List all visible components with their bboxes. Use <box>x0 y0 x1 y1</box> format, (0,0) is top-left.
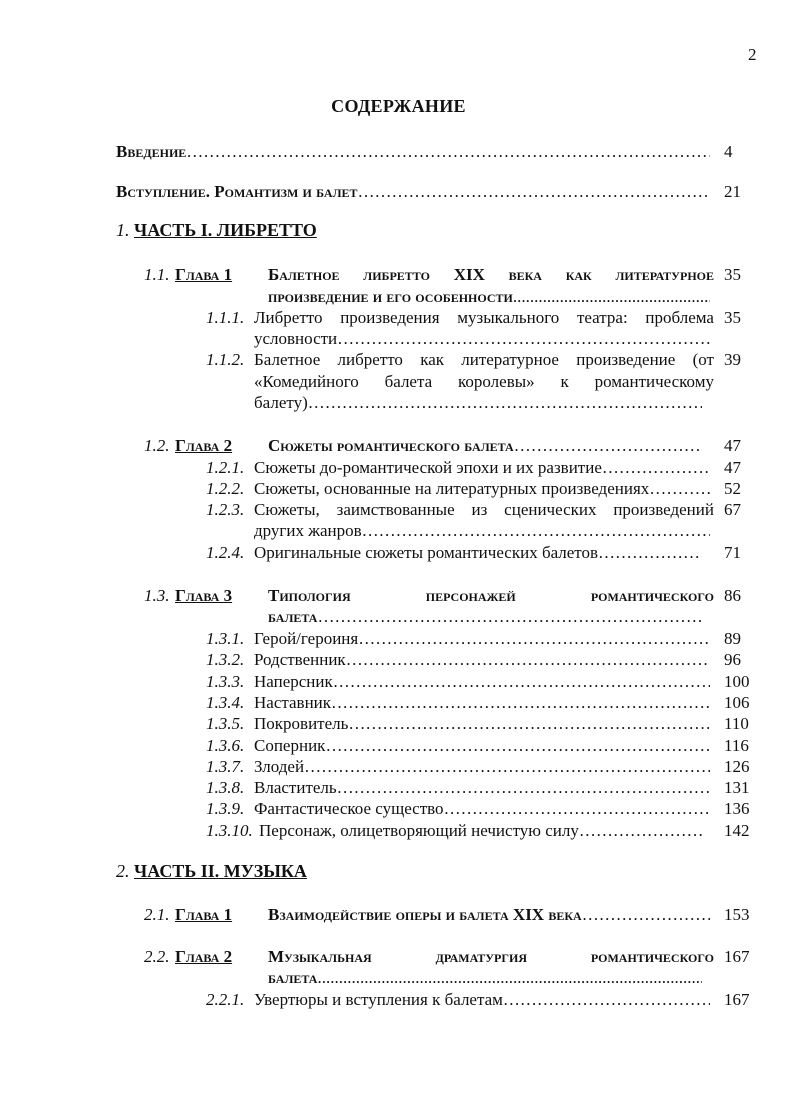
toc-page: 4 <box>724 142 733 161</box>
part-label: ЧАСТЬ II. МУЗЫКА <box>134 861 307 881</box>
chapter-number: 2.2. <box>144 947 170 966</box>
toc-page: 167 <box>724 990 750 1009</box>
chapter-number: 1.3. <box>144 586 170 605</box>
chapter-title-line1: Балетное либретто XIX века как литературное <box>268 265 714 284</box>
toc-chapter-1-3[interactable]: Глава 3 <box>175 586 233 605</box>
toc-page: 136 <box>724 799 750 818</box>
toc-page: 106 <box>724 693 750 712</box>
section-number: 1.1.2. <box>206 350 245 369</box>
section-number: 1.2.2. <box>206 479 245 498</box>
toc-section-1-3-3[interactable]: Наперсник …………………………………………………………………………………………………………………………………………………………………………………………… <box>254 672 710 692</box>
toc-entry-label: Введение <box>116 142 187 161</box>
section-line2: других жанров …………………………………………………………………………………………………………………………………………………………………………………………… <box>254 521 710 541</box>
section-number: 1.3.10. <box>206 821 253 840</box>
toc-part-1[interactable] <box>116 220 317 241</box>
toc-page: 100 <box>724 672 750 691</box>
toc-section-1-3-8[interactable]: Властитель …………………………………………………………………………………………………………………………………………………………………………………………… <box>254 778 710 798</box>
section-number: 1.3.3. <box>206 672 245 691</box>
toc-page: 21 <box>724 182 741 201</box>
toc-section-1-3-5[interactable]: Покровитель …………………………………………………………………………………………………………………………………………………………………………………………… <box>254 714 710 734</box>
section-line2: условности …………………………………………………………………………………………………………………………………………………………………………………………… <box>254 329 710 349</box>
toc-page: 67 <box>724 500 741 519</box>
page-title: СОДЕРЖАНИЕ <box>331 96 466 116</box>
toc-section-1-3-1[interactable]: Герой/героиня …………………………………………………………………………………………………………………………………………………………………………………………… <box>254 629 710 649</box>
section-number: 1.2.3. <box>206 500 245 519</box>
toc-section-1-3-4[interactable]: Наставник …………………………………………………………………………………………………………………………………………………………………………………………… <box>254 693 710 713</box>
toc-page: 39 <box>724 350 741 369</box>
section-number: 1.3.6. <box>206 736 245 755</box>
section-line2: «Комедийного балета королевы» к романтическому <box>254 372 714 391</box>
toc-entry-prologue[interactable] <box>116 182 710 202</box>
chapter-title-line1: Музыкальная драматургия романтического <box>268 947 714 966</box>
chapter-title: Взаимодействие оперы и балета XIX века …………………………………………………………………………………………………………………………………………………………………………………………… <box>268 905 710 925</box>
toc-page: 96 <box>724 650 741 669</box>
toc-chapter-2-2[interactable]: Глава 2 <box>175 947 233 966</box>
chapter-number: 1.2. <box>144 436 170 455</box>
toc-page: 126 <box>724 757 750 776</box>
toc-page: 142 <box>724 821 750 840</box>
toc-section-1-2-2[interactable]: Сюжеты, основанные на литературных произведениях …………………………………………………………………………………………………………………………………………………………………………………………… <box>254 479 710 499</box>
toc-section-1-3-2[interactable]: Родственник …………………………………………………………………………………………………………………………………………………………………………………………… <box>254 650 710 670</box>
section-line3: балету) …………………………………………………………………………………………………………………………………………………………………………………………… <box>254 393 702 413</box>
chapter-number: 2.1. <box>144 905 170 924</box>
toc-page: 89 <box>724 629 741 648</box>
toc-section-1-1-1[interactable]: Либретто произведения музыкального театра: проблема <box>254 308 714 327</box>
toc-section-1-2-4[interactable]: Оригинальные сюжеты романтических балетов …………………………………………………………………………………………………………………………………………………………………………………………… <box>254 543 702 563</box>
page-number: 2 <box>748 45 757 64</box>
section-number: 1.3.8. <box>206 778 245 797</box>
toc-page: 86 <box>724 586 741 605</box>
chapter-title-line2: произведение и его особенности ..... <box>268 287 710 307</box>
toc-page: 167 <box>724 947 750 966</box>
section-number: 1.3.5. <box>206 714 245 733</box>
toc-page: 35 <box>724 308 741 327</box>
toc-section-1-3-10[interactable]: Персонаж, олицетворяющий нечистую силу …………………………………………………………………………………………………………………………………………………………………………………………… <box>259 821 702 841</box>
toc-page: 71 <box>724 543 741 562</box>
section-number: 1.3.1. <box>206 629 245 648</box>
section-number: 1.1.1. <box>206 308 245 327</box>
toc-entry-label: Вступление. Романтизм и балет <box>116 182 358 201</box>
section-number: 2.2.1. <box>206 990 245 1009</box>
toc-page: 47 <box>724 458 741 477</box>
toc-section-1-2-3[interactable]: Сюжеты, заимствованные из сценических произведений <box>254 500 714 519</box>
toc-chapter-1-1[interactable]: Глава 1 <box>175 265 233 284</box>
toc-page: 47 <box>724 436 741 455</box>
toc-section-1-3-9[interactable]: Фантастическое существо …………………………………………………………………………………………………………………………………………………………………………………………… <box>254 799 710 819</box>
chapter-title-line1: Типология персонажей романтического <box>268 586 714 605</box>
chapter-title-line2: балета ..... <box>268 968 702 988</box>
toc-chapter-2-1[interactable]: Глава 1 <box>175 905 233 924</box>
section-number: 1.3.9. <box>206 799 245 818</box>
toc-entry-intro[interactable] <box>116 142 710 162</box>
chapter-title: Сюжеты романтического балета …………………………………………………………………………………………………………………………………………………………………………………………… <box>268 436 702 456</box>
section-number: 1.3.2. <box>206 650 245 669</box>
toc-page: 153 <box>724 905 750 924</box>
chapter-title-line2: балета …………………………………………………………………………………………………………………………………………………………………………………………… <box>268 607 702 627</box>
toc-section-1-3-6[interactable]: Соперник …………………………………………………………………………………………………………………………………………………………………………………………… <box>254 736 710 756</box>
toc-section-2-2-1[interactable]: Увертюры и вступления к балетам …………………………………………………………………………………………………………………………………………………………………………………………… <box>254 990 710 1010</box>
section-number: 1.2.4. <box>206 543 245 562</box>
toc-page: 35 <box>724 265 741 284</box>
toc-page: 131 <box>724 778 750 797</box>
toc-page: 52 <box>724 479 741 498</box>
toc-chapter-1-2[interactable]: Глава 2 <box>175 436 233 455</box>
part-label: ЧАСТЬ I. ЛИБРЕТТО <box>134 220 317 240</box>
toc-section-1-2-1[interactable]: Сюжеты до-романтической эпохи и их развитие …………………………………………………………………………………………………………………………………………………………………………………………… <box>254 458 710 478</box>
chapter-number: 1.1. <box>144 265 170 284</box>
toc-page: 116 <box>724 736 749 755</box>
section-number: 1.3.4. <box>206 693 245 712</box>
section-number: 1.3.7. <box>206 757 245 776</box>
part-number: 2. <box>116 861 130 881</box>
toc-page: 110 <box>724 714 749 733</box>
toc-section-1-1-2[interactable]: Балетное либретто как литературное произведение (от <box>254 350 714 369</box>
toc-section-1-3-7[interactable]: Злодей …………………………………………………………………………………………………………………………………………………………………………………………… <box>254 757 710 777</box>
part-number: 1. <box>116 220 130 240</box>
toc-part-2[interactable] <box>116 861 307 882</box>
section-number: 1.2.1. <box>206 458 245 477</box>
